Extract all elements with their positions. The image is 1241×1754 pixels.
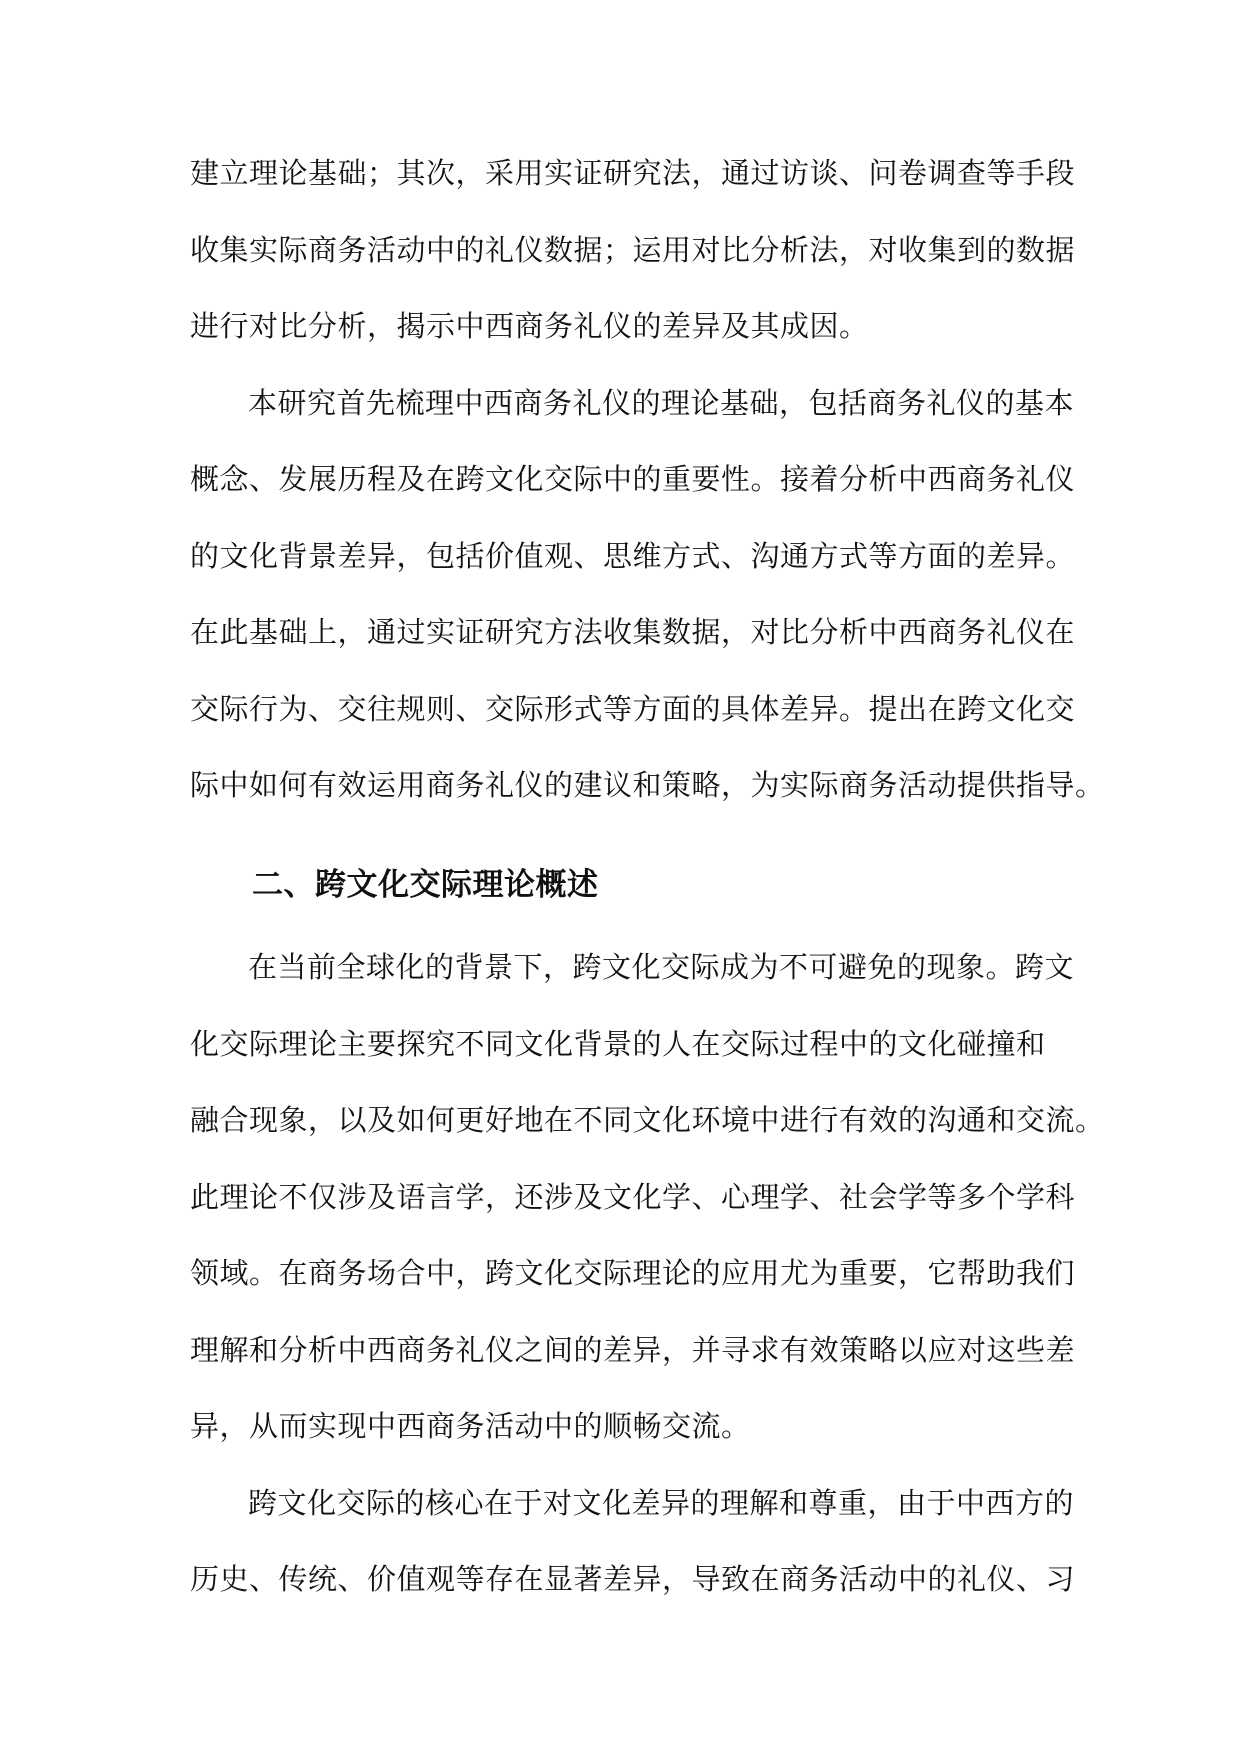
paragraph-3-line-4: 此理论不仅涉及语言学，还涉及文化学、心理学、社会学等多个学科 [190,1180,1076,1214]
paragraph-4-line-2: 历史、传统、价值观等存在显著差异，导致在商务活动中的礼仪、习 [190,1562,1076,1596]
paragraph-2-line-6: 际中如何有效运用商务礼仪的建议和策略，为实际商务活动提供指导。 [190,768,1105,802]
paragraph-2-line-1: 本研究首先梳理中西商务礼仪的理论基础，包括商务礼仪的基本 [248,386,1075,420]
paragraph-2-line-3: 的文化背景差异，包括价值观、思维方式、沟通方式等方面的差异。 [190,539,1076,573]
paragraph-3-line-5: 领域。在商务场合中，跨文化交际理论的应用尤为重要，它帮助我们 [190,1256,1076,1290]
paragraph-3-line-3: 融合现象，以及如何更好地在不同文化环境中进行有效的沟通和交流。 [190,1103,1105,1137]
paragraph-2-line-5: 交际行为、交往规则、交际形式等方面的具体差异。提出在跨文化交 [190,692,1076,726]
paragraph-3-line-6: 理解和分析中西商务礼仪之间的差异，并寻求有效策略以应对这些差 [190,1333,1076,1367]
paragraph-3-line-1: 在当前全球化的背景下，跨文化交际成为不可避免的现象。跨文 [248,950,1075,984]
paragraph-4-line-1: 跨文化交际的核心在于对文化差异的理解和尊重，由于中西方的 [248,1486,1075,1520]
paragraph-1-line-2: 收集实际商务活动中的礼仪数据；运用对比分析法，对收集到的数据 [190,233,1076,267]
paragraph-2-line-4: 在此基础上，通过实证研究方法收集数据，对比分析中西商务礼仪在 [190,615,1076,649]
paragraph-2-line-2: 概念、发展历程及在跨文化交际中的重要性。接着分析中西商务礼仪 [190,462,1076,496]
paragraph-1-line-1: 建立理论基础；其次，采用实证研究法，通过访谈、问卷调查等手段 [190,156,1076,190]
paragraph-3-line-7: 异，从而实现中西商务活动中的顺畅交流。 [190,1409,751,1443]
paragraph-3-line-2: 化交际理论主要探究不同文化背景的人在交际过程中的文化碰撞和 [190,1027,1046,1061]
paragraph-1-line-3: 进行对比分析，揭示中西商务礼仪的差异及其成因。 [190,309,869,343]
section-heading: 二、跨文化交际理论概述 [252,867,599,903]
